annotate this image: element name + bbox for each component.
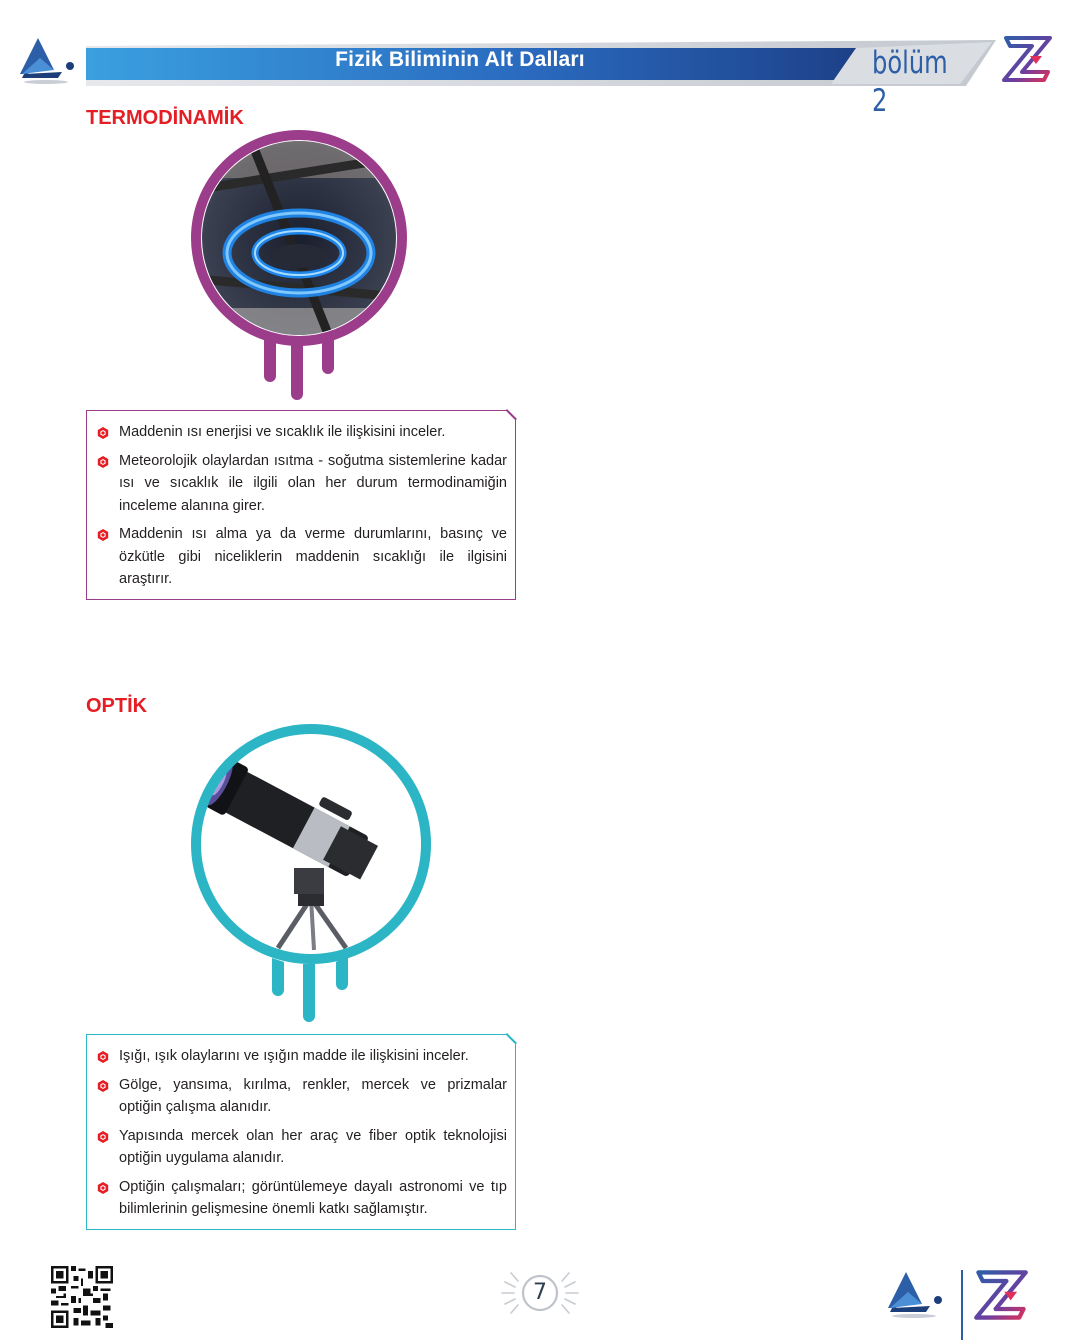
bullet-icon [97,427,109,439]
bullet-icon [97,456,109,468]
list-item [97,421,507,444]
z-brand-logo-icon [972,1268,1030,1322]
list-item-text: Işığı, ışık olaylarını ve ışığın madde ile ilişkisini inceler. [119,1048,469,1064]
publisher-logo-icon [886,1268,948,1320]
list-item [97,1176,507,1221]
telescope-icon [186,718,436,1026]
thermodynamics-info-box [86,410,516,600]
list-item [97,1125,507,1170]
optics-info-box [86,1034,516,1230]
bullet-icon [97,529,109,541]
page-title: Fizik Biliminin Alt Dalları [335,48,585,71]
list-item [97,450,507,518]
list-item-text: Meteorolojik olaylardan ısıtma - soğutma sistemlerine kadar ısı ve sıcaklık ile ilgili olan her durum termodinamiğin inceleme alanına girer. [119,452,507,514]
section-title-optics: OPTİK [86,695,148,717]
bullet-icon [97,1131,109,1143]
list-item-text: Yapısında mercek olan her araç ve fiber optik teknolojisi optiğin uygulama alanıdır. [119,1127,507,1166]
list-item-text: Maddenin ısı enerjisi ve sıcaklık ile ilişkisini inceler. [119,424,446,440]
bullet-icon [97,1051,109,1063]
list-item-text: Gölge, yansıma, kırılma, renkler, mercek ve prizmalar optiğin çalışma alanıdır. [119,1076,507,1115]
list-item-text: Maddenin ısı alma ya da verme durumlarını, basınç ve özkütle gibi niceliklerin maddenin sıcaklığı ile ilgisini araştırır. [119,526,507,587]
bullet-icon [97,1182,109,1194]
gas-stove-flame-icon [186,128,412,402]
page-number: 7 [533,1280,547,1305]
qr-code-icon[interactable] [51,1266,113,1328]
publisher-logo-icon [18,34,80,86]
list-item [97,1045,507,1068]
z-brand-logo-icon [1000,34,1054,84]
box-corner [507,1033,517,1043]
footer-divider [961,1270,963,1340]
list-item [97,523,507,591]
section-title-thermodynamics: TERMODİNAMİK [86,107,244,129]
bullet-icon [97,1080,109,1092]
chapter-label: bölüm 2 [872,45,948,119]
box-corner [507,409,517,419]
list-item-text: Optiğin çalışmaları; görüntülemeye dayalı astronomi ve tıp bilimlerinin gelişmesine önemli katkı sağlamıştır. [119,1178,507,1217]
list-item [97,1074,507,1119]
